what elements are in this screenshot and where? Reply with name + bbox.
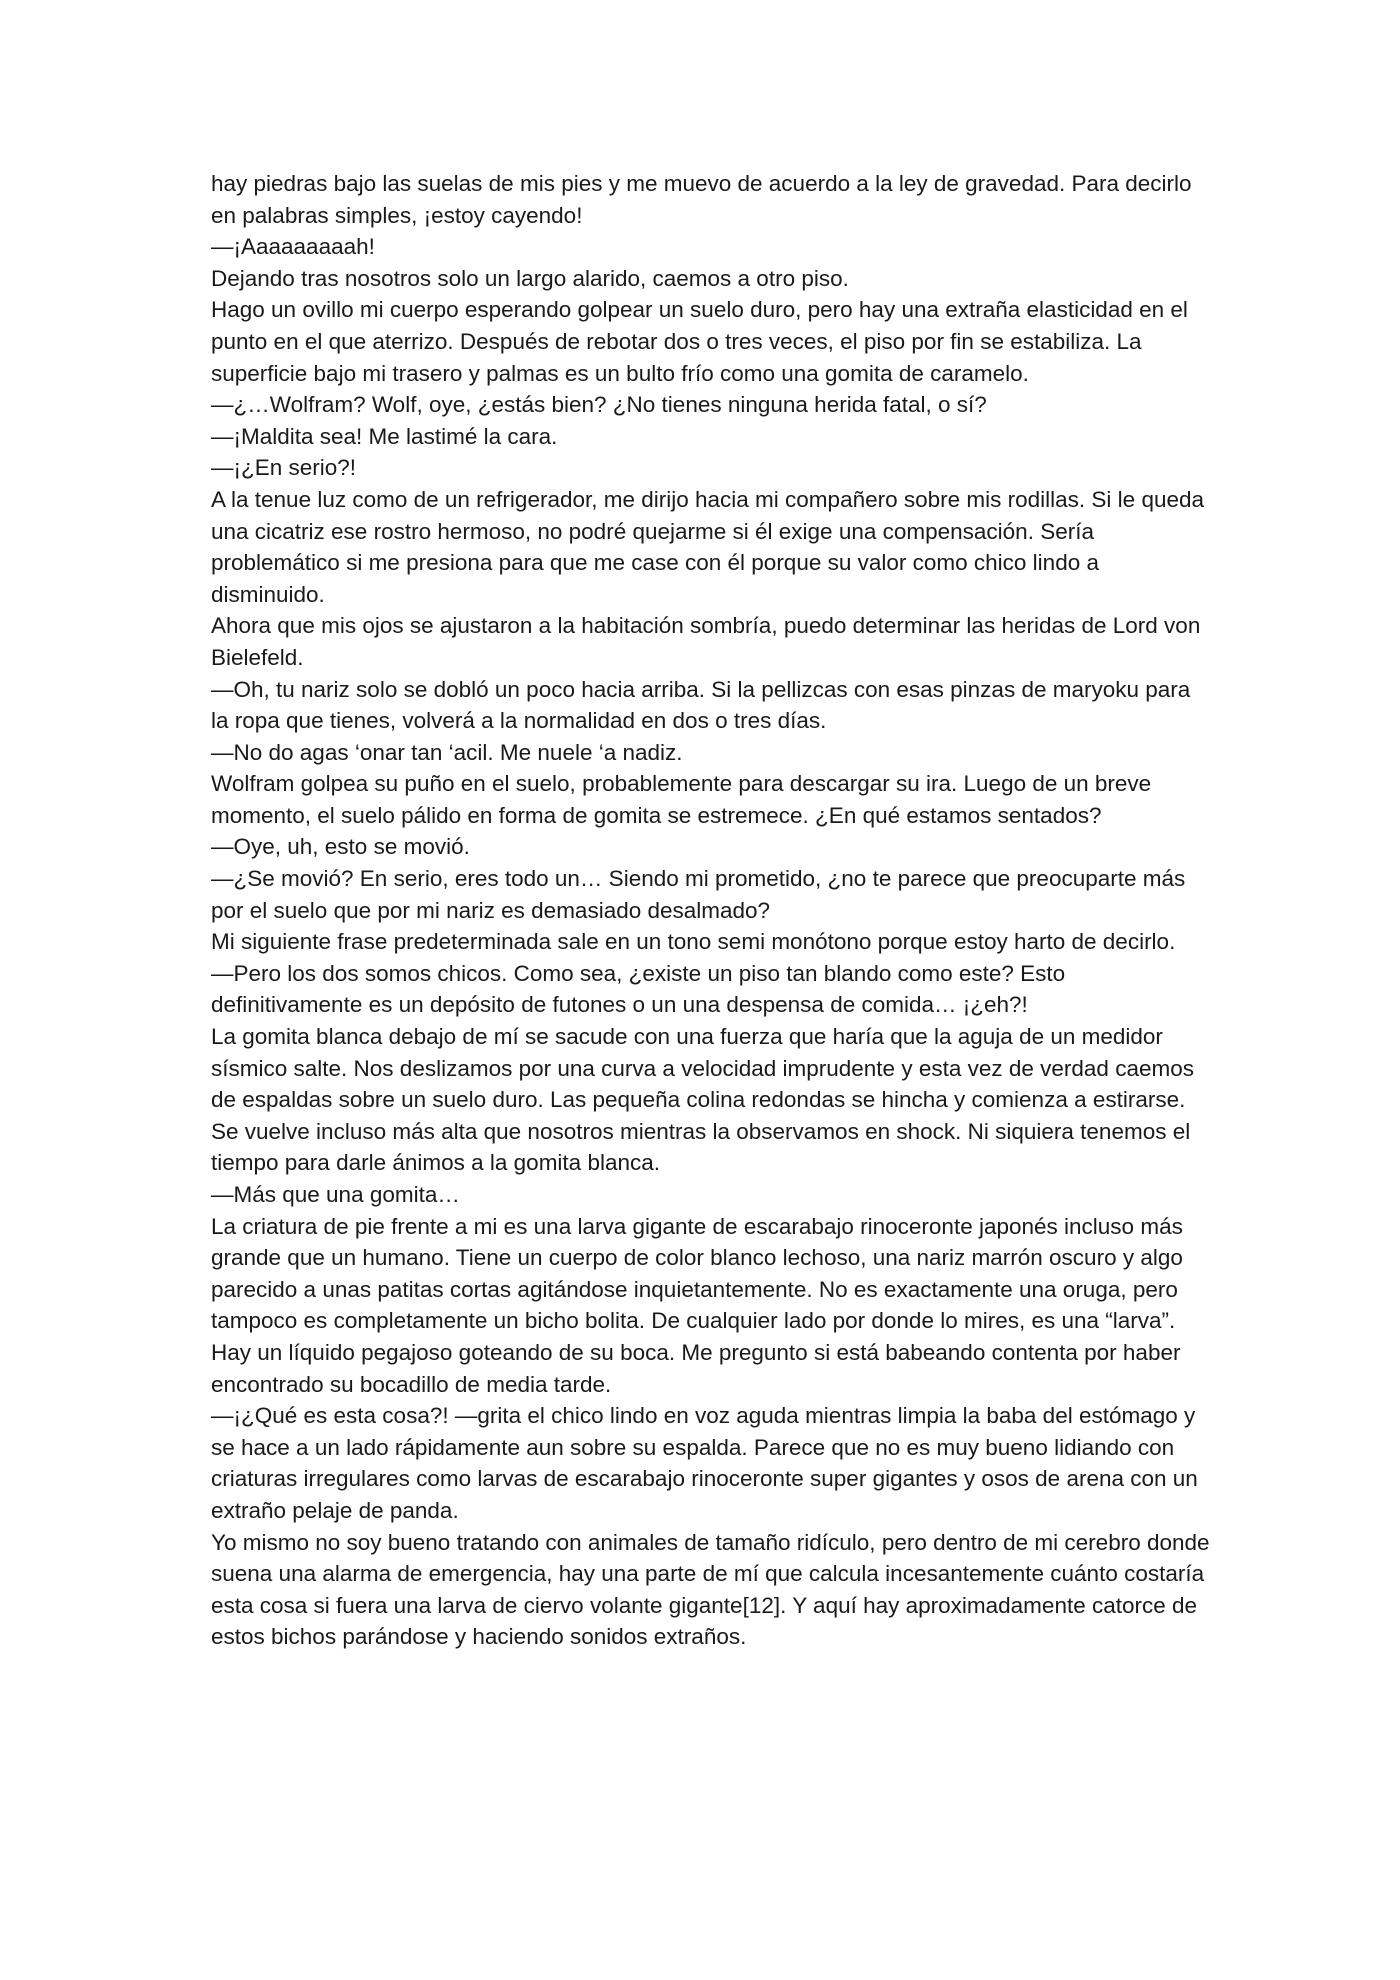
dialogue-line: —Oh, tu nariz solo se dobló un poco hacia arriba. Si la pellizcas con esas pinzas de maryoku para la ropa que tienes, volverá a la normalidad en dos o tres días. <box>211 676 1191 734</box>
paragraph: A la tenue luz como de un refrigerador, me dirijo hacia mi compañero sobre mis rodillas. Si le queda una cicatriz ese rostro hermoso, no podré quejarme si él exige una compensación. Sería problemático si me presiona para que me case con él porque su valor como chico lindo a disminuido. <box>211 486 1205 607</box>
dialogue-line: —No do agas ‘onar tan ‘acil. Me nuele ‘a nadiz. <box>211 739 683 765</box>
dialogue-line: —Oye, uh, esto se movió. <box>211 834 470 860</box>
paragraph: Mi siguiente frase predeterminada sale en un tono semi monótono porque estoy harto de decirlo. <box>211 929 1176 955</box>
dialogue-line: —¡Aaaaaaaaah! <box>211 234 375 260</box>
paragraph: La criatura de pie frente a mi es una larva gigante de escarabajo rinoceronte japonés incluso más grande que un humano. Tiene un cuerpo de color blanco lechoso, una nariz marrón oscuro y algo parecido a unas patitas cortas agitándose inquietantemente. No es exactamente una oruga, pero tampoco es completamente un bicho bolita. De cualquier lado por donde lo mires, es una “larva”. <box>211 1213 1183 1334</box>
paragraph: Yo mismo no soy bueno tratando con animales de tamaño ridículo, pero dentro de mi cerebro donde suena una alarma de emergencia, hay una parte de mí que calcula incesantemente cuánto costaría esta cosa si fuera una larva de ciervo volante gigante[12]. Y aquí hay aproximadamente catorce de estos bichos parándose y haciendo sonidos extraños. <box>211 1529 1210 1650</box>
paragraph: Dejando tras nosotros solo un largo alarido, caemos a otro piso. <box>211 265 849 291</box>
paragraph: La gomita blanca debajo de mí se sacude con una fuerza que haría que la aguja de un medidor sísmico salte. Nos deslizamos por una curva a velocidad imprudente y esta vez de verdad caemos de espaldas sobre un suelo duro. Las pequeña colina redondas se hincha y comienza a estirarse. Se vuelve incluso más alta que nosotros mientras la observamos en shock. Ni siquiera tenemos el tiempo para darle ánimos a la gomita blanca. <box>211 1024 1194 1176</box>
dialogue-line: —¿Se movió? En serio, eres todo un… Siendo mi prometido, ¿no te parece que preocuparte más por el suelo que por mi nariz es demasiado desalmado? <box>211 866 1186 923</box>
dialogue-line: —¡Maldita sea! Me lastimé la cara. <box>211 423 558 449</box>
paragraph: Hago un ovillo mi cuerpo esperando golpear un suelo duro, pero hay una extraña elasticidad en el punto en el que aterrizo. Después de rebotar dos o tres veces, el piso por fin se estabiliza. La superficie bajo mi trasero y palmas es un bulto frío como una gomita de caramelo. <box>211 297 1188 386</box>
dialogue-line: —¡¿Qué es esta cosa?! —grita el chico lindo en voz aguda mientras limpia la baba del estómago y se hace a un lado rápidamente aun sobre su espalda. Parece que no es muy bueno lidiando con criaturas irregulares como larvas de escarabajo rinoceronte super gigantes y osos de arena con un extraño pelaje de panda. <box>211 1403 1198 1523</box>
dialogue-line: —Pero los dos somos chicos. Como sea, ¿existe un piso tan blando como este? Esto definitivamente es un depósito de futones o un una despensa de comida… ¡¿eh?! <box>211 960 1066 1018</box>
paragraph: Wolfram golpea su puño en el suelo, probablemente para descargar su ira. Luego de un breve momento, el suelo pálido en forma de gomita se estremece. ¿En qué estamos sentados? <box>211 771 1152 828</box>
dialogue-line: —Más que una gomita… <box>211 1182 460 1207</box>
paragraph: hay piedras bajo las suelas de mis pies y me muevo de acuerdo a la ley de gravedad. Para decirlo en palabras simples, ¡estoy cayendo! <box>211 171 1192 228</box>
dialogue-line: —¿…Wolfram? Wolf, oye, ¿estás bien? ¿No tienes ninguna herida fatal, o sí? <box>211 392 987 418</box>
document-page <box>211 168 1211 1653</box>
paragraph: Ahora que mis ojos se ajustaron a la habitación sombría, puedo determinar las heridas de Lord von Bielefeld. <box>211 613 1201 670</box>
dialogue-line: —¡¿En serio?! <box>211 455 357 481</box>
paragraph: Hay un líquido pegajoso goteando de su boca. Me pregunto si está babeando contenta por haber encontrado su bocadillo de media tarde. <box>211 1339 1181 1397</box>
